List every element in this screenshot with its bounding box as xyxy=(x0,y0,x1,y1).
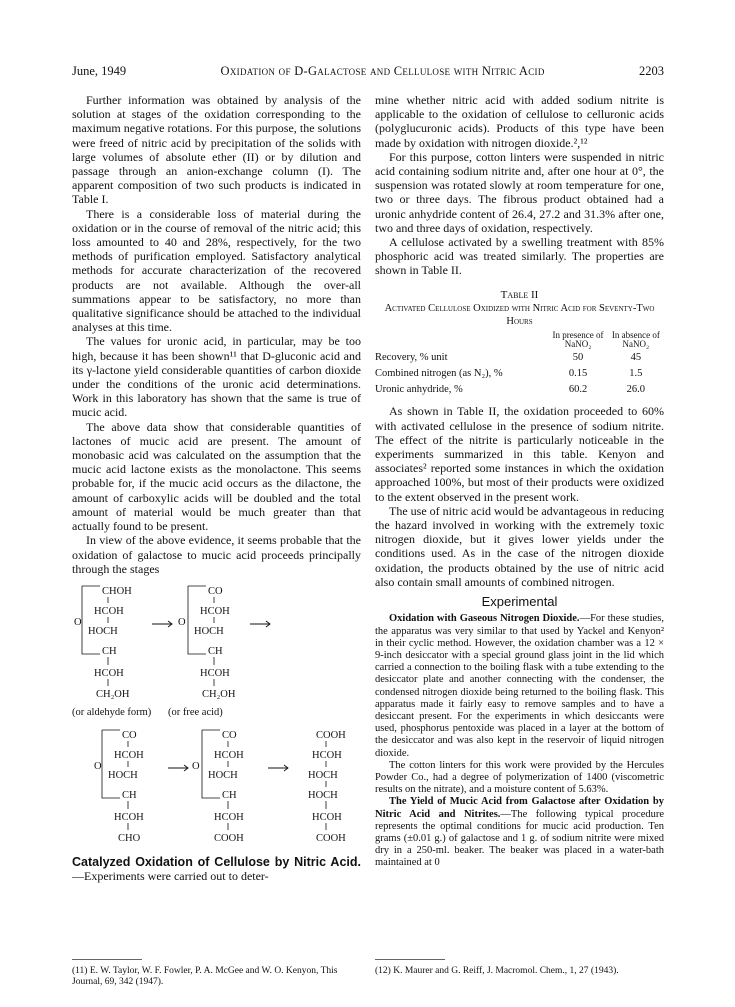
paragraph: mine whether nitric acid with added sodium nitrite is applicable to the oxidation of cellulose to celluronic acids (polyglucuronic acids). Products of this type have been made by oxidation with nitrogen dioxide.²,¹² xyxy=(375,93,664,150)
paragraph xyxy=(72,855,361,883)
subsection-text: —Experiments were carried out to deter- xyxy=(72,868,269,883)
group-label: CH xyxy=(208,645,223,657)
structure-mucic-acid xyxy=(308,730,346,844)
paragraph: Further information was obtained by analysis of the solution at stages of the oxidation corresponding to the maximum negative rotations. For this purpose, the solutions were freed of nitric acid by precipitation of the solids with large volumes of absolute ether (II) or by dilution and passage through an anion-exchange column (I). The apparent composition of two such products is indicated in Table I. xyxy=(72,93,361,207)
structure-caption: (or aldehyde form) xyxy=(72,707,152,719)
run-in-heading: Oxidation with Gaseous Nitrogen Dioxide. xyxy=(389,613,580,625)
reaction-arrow xyxy=(168,765,188,771)
paragraph: For this purpose, cotton linters were suspended in nitric acid containing sodium nitrite and, after one hour at 0°, the suspension was rotated slowly at room temperature for one, two or three days. The fibrous product obtained had a uronic anhydride content of 26.4, 27.2 and 31.3% after one, two and three days of oxidation, respectively. xyxy=(375,149,664,235)
group-label: COOH xyxy=(316,833,346,845)
group-label: HCOH xyxy=(312,750,342,762)
table-row xyxy=(375,366,664,382)
data-table xyxy=(375,330,664,399)
left-column xyxy=(72,93,361,883)
group-label: HCOH xyxy=(94,605,124,617)
group-label: CH xyxy=(102,645,117,657)
group-label: HCOH xyxy=(94,667,124,679)
group-label: HCOH xyxy=(200,667,230,679)
cell-value: 50 xyxy=(572,351,584,363)
reaction-arrow xyxy=(250,621,270,627)
group-label: HCOH xyxy=(114,812,144,824)
run-in-text: —For these studies, the apparatus was very similar to that used by Yackel and Kenyon² in their cyclic method. However, the oxidation chamber was a 12 × 9-inch desiccator with a special ground glass joint in the lid which carried a connection to the boiling flask with a tube extending to the desiccator plate and another connecting with the condenser, the condensed nitrogen dioxide being returned to the boiling flask. This apparatus made it fairly easy to remove samples and to have a desiccant present. For the experiments in which desiccants were used, phosphorus pentoxide was placed in a layer at the bottom of the desiccator and was also kept in the reservoir of liquid nitrogen dioxide. xyxy=(375,613,664,759)
cell-value: 1.5 xyxy=(629,368,643,380)
table-ii xyxy=(375,288,664,399)
reaction-scheme-2 xyxy=(72,724,361,849)
run-in-heading: The Yield of Mucic Acid from Galactose after Oxidation by Nitric Acid and Nitrites. xyxy=(375,796,664,820)
running-header xyxy=(72,64,664,79)
group-label: CO xyxy=(222,730,237,742)
cell-value: 0.15 xyxy=(568,368,588,380)
structure-lactol xyxy=(74,586,132,700)
ring-oxygen: O xyxy=(192,761,200,773)
row-label: Uronic anhydride, % xyxy=(375,384,463,396)
table-caption: Activated Cellulose Oxidized with Nitric Acid for Seventy-Two Hours xyxy=(384,302,655,327)
table-row xyxy=(375,350,664,366)
footnote: (11) E. W. Taylor, W. F. Fowler, P. A. McGee and W. O. Kenyon, This Journal, 69, 342 (1947). xyxy=(72,966,338,987)
group-label: CO xyxy=(208,585,223,597)
group-label: HOCH xyxy=(108,770,138,782)
paragraph: The values for uronic acid, in particular, may be too high, because it has been shown¹¹ that D-gluconic acid and its γ-lactone yield considerable quantities of carbon dioxide under the conditions of the uronic acid determinations. Work in this laboratory has shown that the same is true of mucic acid. xyxy=(72,334,361,420)
subsection-heading: Catalyzed Oxidation of Cellulose by Nitric Acid. xyxy=(72,854,361,869)
group-label: CHOH xyxy=(102,585,132,597)
footnote: (12) K. Maurer and G. Reiff, J. Macromol. Chem., 1, 27 (1943). xyxy=(375,966,619,976)
row-label: Recovery, % unit xyxy=(375,351,448,363)
structure-lactone-acid xyxy=(192,730,244,844)
reaction-arrow xyxy=(152,621,172,627)
ring-oxygen: O xyxy=(74,616,82,628)
group-label: CH xyxy=(222,790,237,802)
paragraph: A cellulose activated by a swelling treatment with 85% phosphoric acid was treated similarly. The properties are shown in Table II. xyxy=(375,235,664,278)
header-date: June, 1949 xyxy=(72,64,127,78)
group-label: HCOH xyxy=(200,605,230,617)
row-label: Combined nitrogen (as N₂), % xyxy=(375,368,503,380)
structure-lactone xyxy=(178,586,236,700)
paragraph: The use of nitric acid would be advantageous in reducing the hazard involved in working with the extremely toxic nitrogen dioxide, but it gives lower yields under the conditions used. As in the case of the nitrogen dioxide oxidation, the products obtained by the use of nitric acid also contain small amounts of combined nitrogen. xyxy=(375,503,664,589)
right-column xyxy=(375,93,664,870)
group-label: CO xyxy=(122,730,137,742)
group-label: HCOH xyxy=(214,812,244,824)
paragraph xyxy=(375,796,664,869)
group-label: COOH xyxy=(214,833,244,845)
run-in-text: —The following typical procedure represents the optimal conditions for mucic acid production. Ten grams (±0.01 g.) of galactose and 1 g. of sodium nitrite were mixed dry in a 250-ml. beaker. The beaker was placed in a water-bath maintained at 0 xyxy=(375,808,665,869)
ring-oxygen: O xyxy=(94,761,102,773)
paragraph: In view of the above evidence, it seems probable that the oxidation of galactose to mucic acid proceeds principally through the stages xyxy=(72,533,361,576)
structure-caption: (or free acid) xyxy=(168,707,223,719)
group-label: CH xyxy=(122,790,137,802)
paragraph: There is a considerable loss of material during the oxidation or in the course of removal of the nitric acid; this loss amounted to 40 and 28%, respectively, for the two methods of purification employed. Satisfactory analytical methods for accurate characterization of the recovered products are not available. Although the over-all summations appear to be satisfactory, no more than qualitative significance should be attached to the individual analyses at this time. xyxy=(72,206,361,335)
paragraph: The cotton linters for this work were provided by the Hercules Powder Co., had a degree of polymerization of 1400 (viscometric results on the nitrate), and a moisture content of 5.63%. xyxy=(375,759,664,796)
reaction-arrow xyxy=(268,765,288,771)
column-header: In absence of NaNO₂ xyxy=(611,329,660,349)
group-label: HOCH xyxy=(308,790,338,802)
cell-value: 26.0 xyxy=(626,384,646,396)
table-label: Table II xyxy=(500,288,539,301)
group-label: HCOH xyxy=(312,812,342,824)
structure-lactone-aldehyde xyxy=(94,730,144,844)
group-label: COOH xyxy=(316,730,346,742)
group-label: HCOH xyxy=(214,750,244,762)
group-label: CH₂OH xyxy=(96,688,130,700)
table-header-row xyxy=(375,330,664,350)
group-label: CHO xyxy=(118,833,141,845)
page-number: 2203 xyxy=(639,64,664,78)
header-title: Oxidation of D-Galactose and Cellulose with Nitric Acid xyxy=(220,64,545,78)
group-label: CH₂OH xyxy=(202,688,236,700)
paragraph: The above data show that considerable quantities of lactones of mucic acid are present. The amount of monobasic acid was calculated on the assumption that the mucic acid lactone exists as the monolactone. This seems probable for, if the mucic acid occurs as the dilactone, the amount of carboxylic acids will be doubled and the total amount of material would be much greater than that actually found to be present. xyxy=(72,419,361,534)
cell-value: 60.2 xyxy=(568,384,588,396)
table-row xyxy=(375,382,664,398)
group-label: HOCH xyxy=(88,625,118,637)
ring-oxygen: O xyxy=(178,616,186,628)
paragraph: As shown in Table II, the oxidation proceeded to 60% with activated cellulose in the presence of sodium nitrite. The effect of the nitrite is particularly noticeable in the experiments summarized in this table. Kenyon and associates² reported some instances in which the oxidation approached 100%, but most of their products were oxidized to the extent observed in the present work. xyxy=(375,404,664,504)
group-label: HOCH xyxy=(194,625,224,637)
footnote-rule xyxy=(72,959,142,960)
column-header: In presence of NaNO₂ xyxy=(552,329,604,349)
group-label: HCOH xyxy=(114,750,144,762)
reaction-scheme-1 xyxy=(72,580,361,705)
group-label: HOCH xyxy=(208,770,238,782)
footnote-rule xyxy=(375,959,445,960)
paragraph xyxy=(375,613,664,759)
group-label: HOCH xyxy=(308,770,338,782)
section-heading: Experimental xyxy=(481,594,558,610)
cell-value: 45 xyxy=(630,351,642,363)
